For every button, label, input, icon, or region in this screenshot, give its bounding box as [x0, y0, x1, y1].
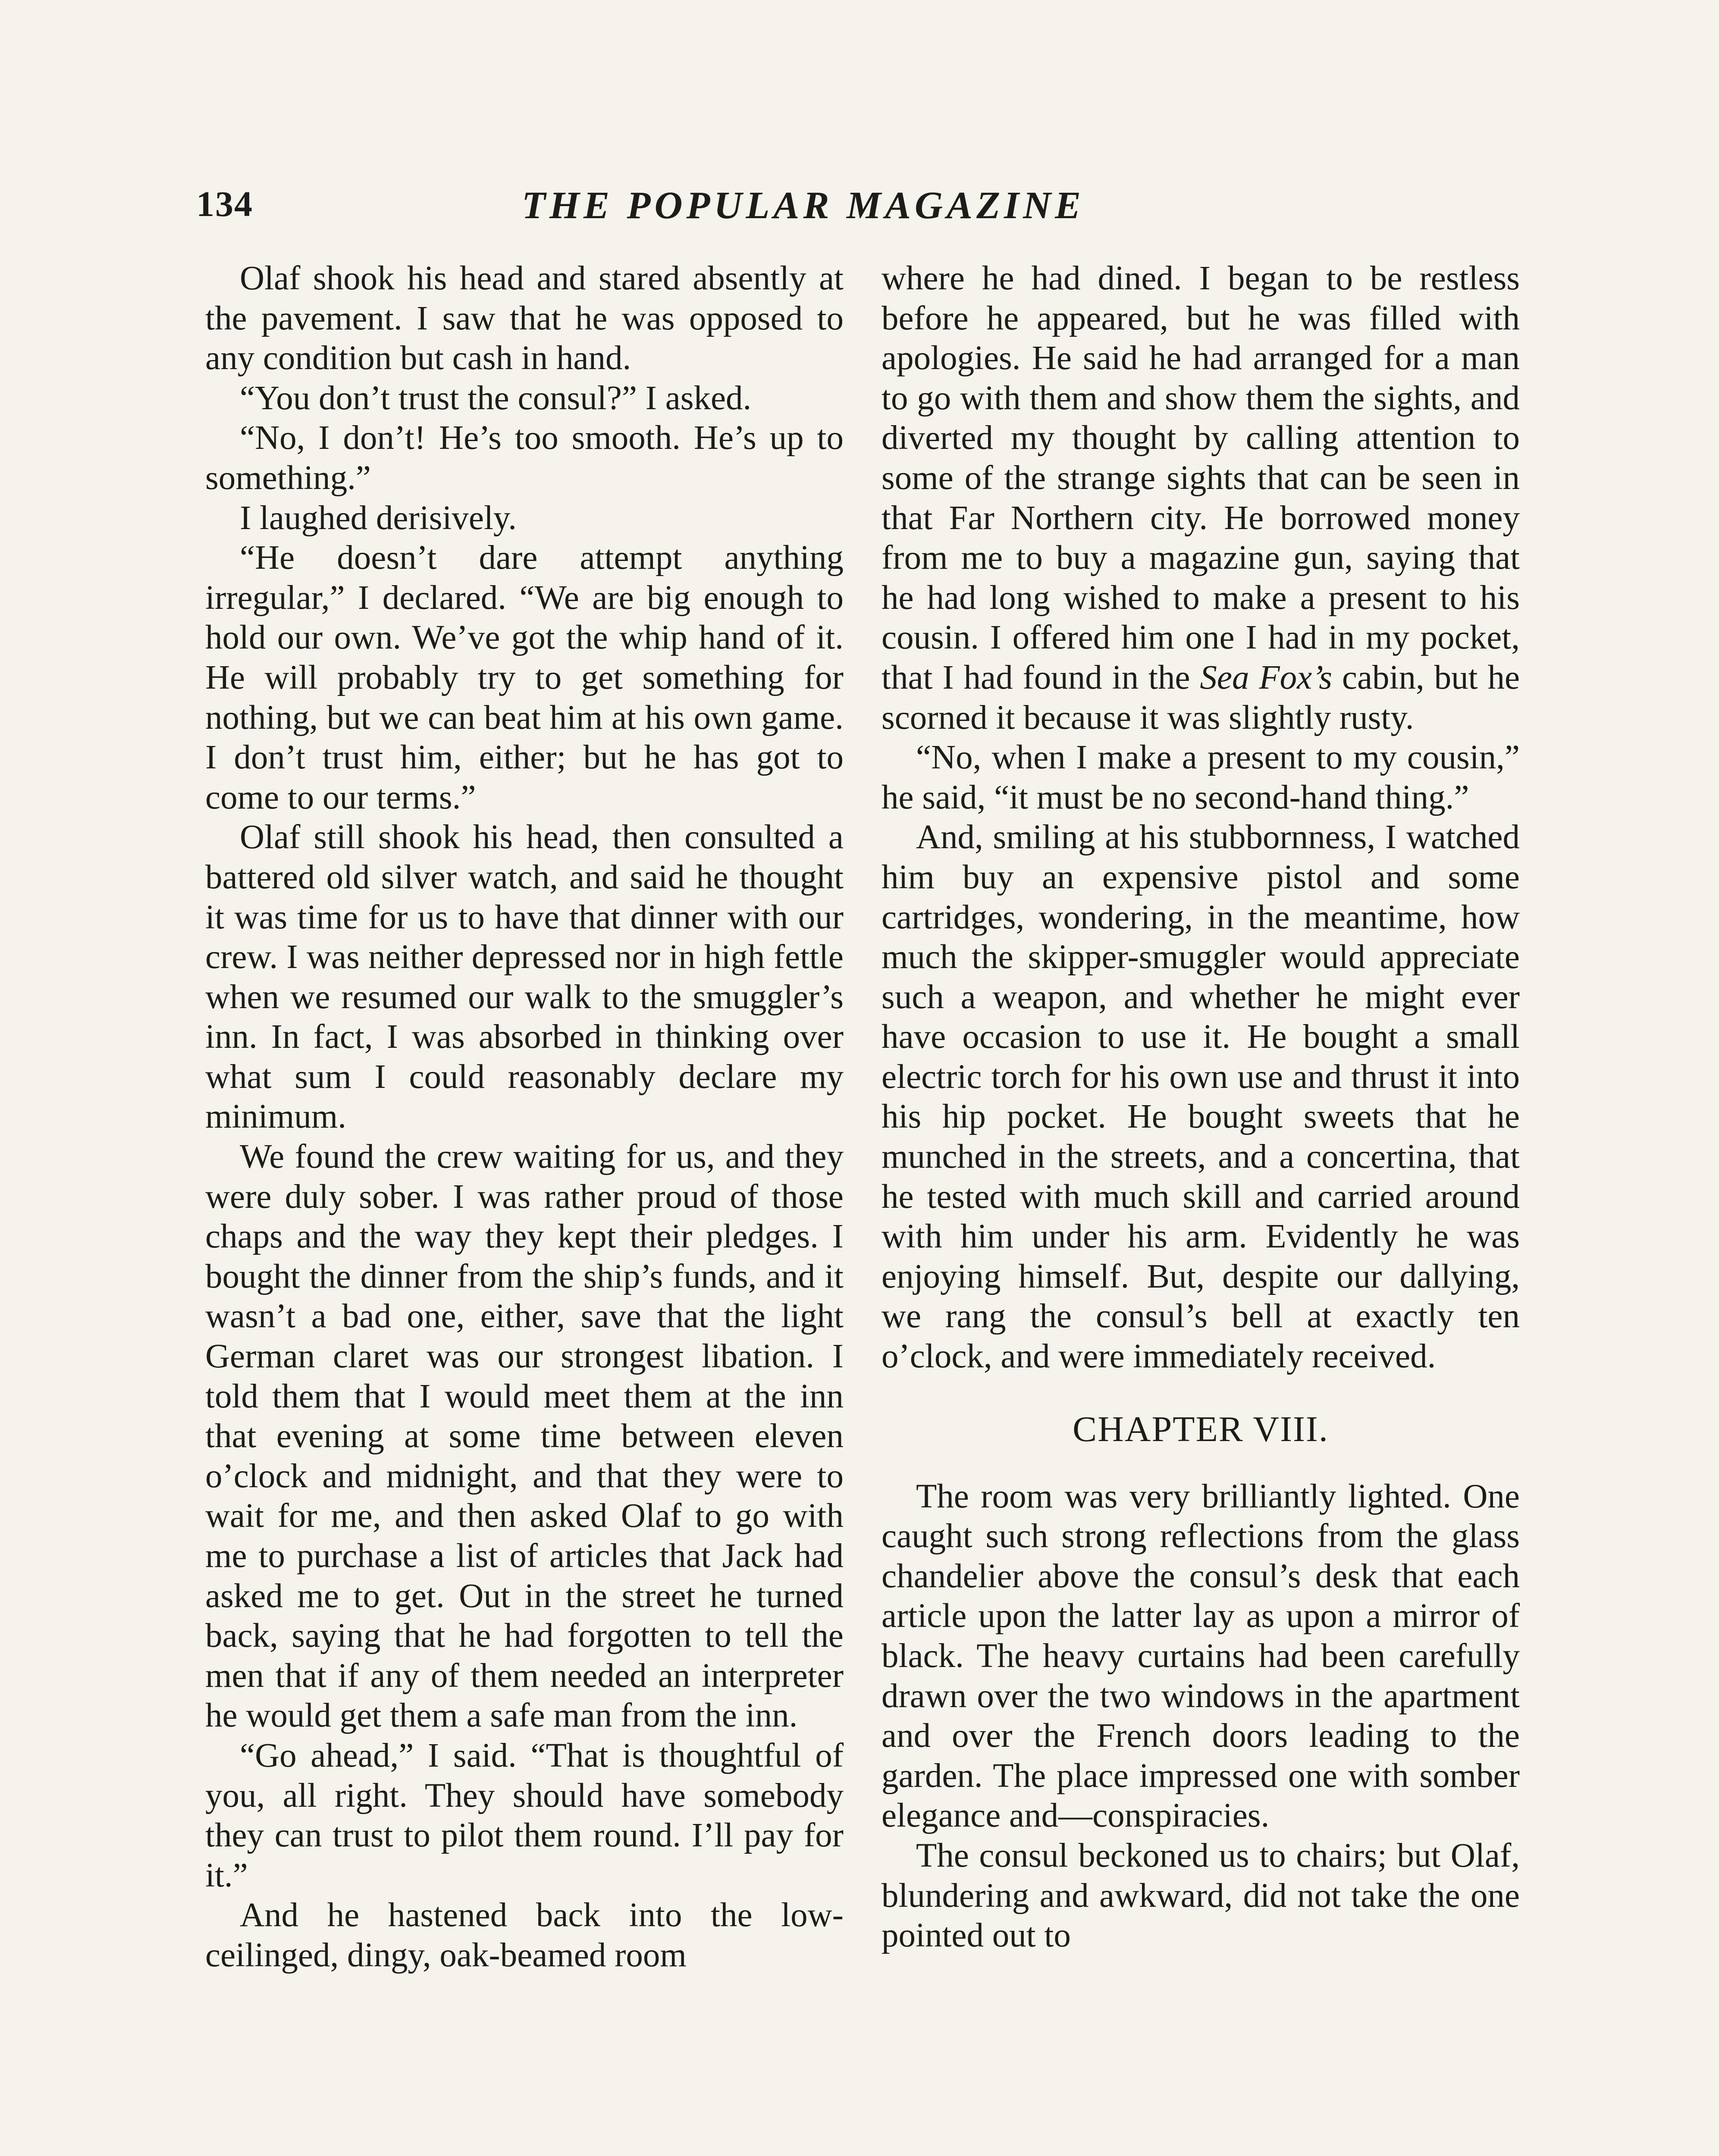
paragraph: The consul beckoned us to chairs; but Olaf, blundering and awkward, did not take the one pointed out to: [881, 1836, 1520, 1955]
paragraph: Olaf shook his head and stared absently at the pavement. I saw that he was opposed to any condition but cash in hand.: [205, 260, 844, 377]
paragraph: The room was very brilliantly lighted. One caught such strong reflections from the glass chandelier above the consul’s desk that each article upon the latter lay as upon a mirror of black. The heavy curtains had been carefully drawn over the two windows in the apartment and over the French doors leading to the garden. The place impressed one with somber elegance and—conspiracies.: [881, 1477, 1520, 1835]
paragraph-continued: [881, 259, 1520, 738]
paragraph: “Go ahead,” I said. “That is thoughtful of you, all right. They should have somebody they can trust to pilot them round. I’ll pay for it.”: [205, 1736, 844, 1894]
paragraph: Olaf still shook his head, then consulted a battered old silver watch, and said he thought it was time for us to have that dinner with our crew. I was neither depressed nor in high fettle when we resumed our walk to the smuggler’s inn. In fact, I was absorbed in thinking over what sum I could reasonably declare my minimum.: [205, 818, 844, 1136]
paragraph: And, smiling at his stubbornness, I watched him buy an expensive pistol and some cartridges, wondering, in the meantime, how much the skipper-smuggler would appreciate such a weapon, and whether he might ever have occasion to use it. He bought a small electric torch for his own use and thrust it into his hip pocket. He bought sweets that he munched in the streets, and a concertina, that he tested with much skill and carried around with him under his arm. Evidently he was enjoying himself. But, despite our dallying, we rang the consul’s bell at exactly ten o’clock, and were immediately received.: [881, 818, 1520, 1376]
paragraph: And he hastened back into the low-ceilinged, dingy, oak-beamed room: [205, 1896, 844, 1974]
paragraph-text: where he had dined. I began to be restless before he appeared, but he was filled with apologies. He said he had arranged for a man to go with them and show them the sights, and diverted my thought by calling attention to some of the strange sights that can be seen in that Far Northern city. He borrowed money from me to buy a magazine gun, saying that he had long wished to make a present to his cousin. I offered him one I had in my pocket, that I had found in the: [881, 260, 1520, 696]
paragraph: “You don’t trust the consul?” I asked.: [240, 379, 752, 417]
left-column: [205, 259, 844, 1976]
paragraph-text: cabin, but he scorned it because it was slightly rusty.: [881, 658, 1520, 736]
paragraph: “No, when I make a present to my cousin,” he said, “it must be no second-hand thing.”: [881, 739, 1520, 816]
paragraph: I laughed derisively.: [240, 499, 517, 537]
page-number: 134: [196, 184, 253, 224]
paragraph: “He doesn’t dare attempt anything irregular,” I declared. “We are big enough to hold our own. We’ve got the whip hand of it. He will probably try to get something for nothing, but we can beat him at his own game. I don’t trust him, either; but he has got to come to our terms.”: [205, 539, 844, 816]
right-column: [881, 259, 1520, 1956]
paragraph: We found the crew waiting for us, and they were duly sober. I was rather proud of those chaps and the way they kept their pledges. I bought the dinner from the ship’s funds, and it wasn’t a bad one, either, save that the light German claret was our strongest libation. I told them that I would meet them at the inn that evening at some time between eleven o’clock and midnight, and that they were to wait for me, and then asked Olaf to go with me to purchase a list of articles that Jack had asked me to get. Out in the street he turned back, saying that he had forgotten to tell the men that if any of them needed an interpreter he would get them a safe man from the inn.: [205, 1138, 844, 1735]
paragraph: “No, I don’t! He’s too smooth. He’s up to something.”: [205, 419, 844, 497]
magazine-title: THE POPULAR MAGAZINE: [522, 184, 1085, 227]
chapter-heading: CHAPTER VIII.: [1073, 1409, 1329, 1449]
ship-name: Sea Fox’s: [1200, 658, 1333, 696]
running-head: [0, 183, 1719, 235]
